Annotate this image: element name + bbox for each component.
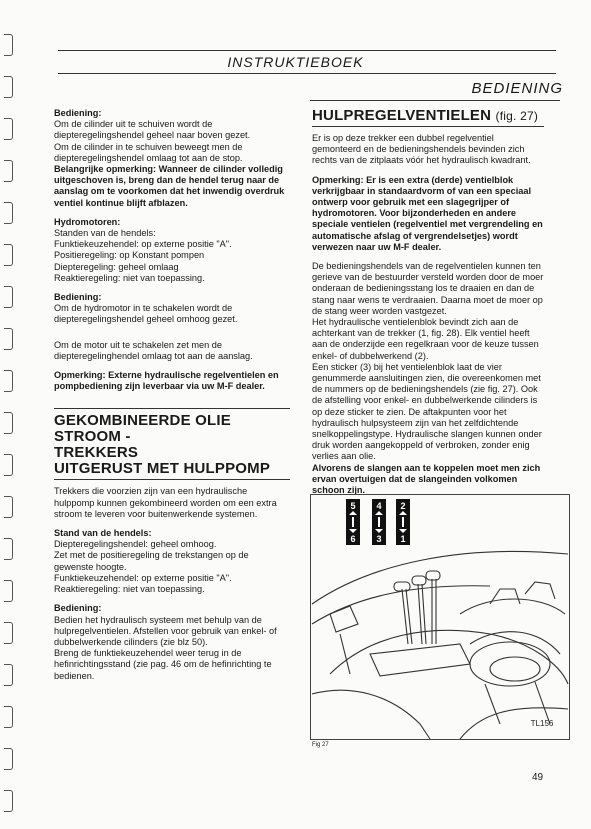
section-title: TREKKERS [54, 444, 139, 462]
header-top-rule [58, 50, 556, 51]
header-mid-rule [58, 73, 556, 74]
figure-ref: (fig. 27) [495, 109, 539, 123]
important-note: Belangrijke opmerking: Wanneer de cilinder volledig uitgeschoven is, breng dan de hendel terug naar de aanslag om te voorkomen dat het inwendig overdruk ventiel kontinue blijft afblazen. [54, 164, 285, 208]
note: Opmerking: Er is een extra (derde) ventielblok verkrijgbaar in standaardvorm of van een speciaal ontwerp voor gebruik met een slagegrijper of hydromotoren. Voor bijzonderheden en andere speciale ventielen (regelventiel met vergrendeling en automatische afslag of vergrendelsetjes) wordt verwezen naar uw M-F dealer. [312, 174, 543, 252]
paragraph: Bedien het hydraulisch systeem met behulp van de hulpregelventielen. Afstellen voor gebruik van enkel- of dubbelwerkende cilinders (zie blz 50). [54, 614, 277, 647]
list-item: Positieregeling: op Konstant pompen [54, 250, 205, 261]
lever-illustration [310, 494, 570, 740]
lever-decal [396, 499, 410, 545]
section-title [312, 108, 544, 124]
binding-ring [4, 412, 13, 434]
subheading: Hydromotoren: [54, 216, 121, 227]
paragraph: Breng de funktiekeuzehendel weer terug in de hefinrichtingsstand (zie pag. 46 om de hefinrichting te bedienen. [54, 648, 272, 681]
binding-ring [4, 34, 13, 56]
list-item: Diepteregelingshendel: geheel omhoog. [54, 539, 217, 550]
subheading: Bediening: [54, 108, 102, 118]
binding-ring [4, 118, 13, 140]
svg-text:2: 2 [400, 501, 406, 511]
list-item: Standen van de hendels: [54, 228, 156, 239]
tractor-line-art [312, 551, 568, 739]
binding-ring [4, 244, 13, 266]
binding-ring [4, 370, 13, 392]
figure-caption: Fig 27 [312, 742, 329, 748]
svg-text:1: 1 [400, 534, 406, 544]
paragraph: Om de cilinder in te schuiven beweegt men de diepteregelingshendel omlaag tot aan de stop. [54, 141, 243, 163]
svg-text:3: 3 [376, 534, 382, 544]
lever-decal [346, 499, 360, 545]
figure-code: TL156 [530, 719, 554, 728]
binding-ring [4, 706, 13, 728]
paragraph: Trekkers die voorzien zijn van een hydraulische hulppomp kunnen gekombineerd worden om een extra stroom te leveren voor buitenwerkende systemen. [54, 486, 277, 519]
subheading: Stand van de hendels: [54, 528, 152, 539]
subheading: Bediening: [54, 603, 102, 614]
binding-ring [4, 454, 13, 476]
list-item: Reaktieregeling: niet van toepassing. [54, 272, 205, 283]
paragraph: Om de motor uit te schakelen zet men de diepteregelinghendel omlaag tot aan de aanslag. [54, 339, 253, 361]
binding-ring [4, 496, 13, 518]
paragraph: Er is op deze trekker een dubbel regelventiel gemonteerd en de bedieningshendels bevinden zich rechts van de zitplaats vóór het hydraulisch kwadrant. [312, 133, 531, 166]
subheading: Bediening: [54, 292, 102, 303]
binding-ring [4, 622, 13, 644]
svg-text:5: 5 [350, 501, 356, 511]
binding-ring [4, 160, 13, 182]
binding-ring [4, 328, 13, 350]
svg-text:6: 6 [350, 534, 356, 544]
binding-ring [4, 580, 13, 602]
binding-ring [4, 790, 13, 812]
section-name: BEDIENING [471, 80, 563, 97]
paragraph: Om de cilinder uit te schuiven wordt de diepteregelingshendel geheel naar boven gezet. [54, 119, 251, 141]
paragraph: Een sticker (3) bij het ventielenblok laat de vier genummerde aansluitingen zien, die overeenkomen met de nummers op de bedieningshendels (zie fig. 27). Ook de afstelling voor enkel- en dubbelwerkende cilinders is op deze sticker te zien. De aftakpunten voor het hydraulisch hulpsysteem zijn van het zelfdichtende snelkoppelingstype. Hydraulische slangen kunnen onder druk worden aangekoppeld of verbroken, zonder enig verlies aan olie. [312, 361, 542, 462]
paragraph: De bedieningshendels van de regelventielen kunnen ten gerieve van de bestuurder versteld worden door de moer onderaan de bedieningsstang los te draaien en dan de stang naar wens te verdraaien. Daarna moet de moer op de stang weer worden vastgezet. [312, 261, 544, 316]
section-title-text: HULPREGELVENTIELEN [312, 107, 492, 124]
lever-decal [372, 499, 386, 545]
binding-ring [4, 202, 13, 224]
binding-ring [4, 538, 13, 560]
list-item: Reaktieregeling: niet van toepassing. [54, 584, 205, 595]
section-title: UITGERUST MET HULPPOMP [54, 460, 271, 478]
paragraph: Het hydraulische ventielenblok bevindt zich aan de achterkant van de trekker (1, fig. 28). Elk ventiel heeft aan de onderzijde een regelkraan voor de keuze tussen enkel- of dubbelwerkend (2). [312, 317, 539, 361]
list-item: Diepteregeling: geheel omlaag [54, 261, 179, 272]
page-number: 49 [532, 772, 544, 783]
section-rule [54, 408, 290, 409]
manual-title: INSTRUKTIEBOEK [227, 54, 364, 70]
svg-text:4: 4 [376, 501, 382, 511]
left-column [54, 108, 290, 682]
binding-ring [4, 76, 13, 98]
figure-27 [310, 494, 570, 740]
right-column [312, 108, 544, 496]
list-item: Funktiekeuzehendel: op externe positie "A". [54, 239, 232, 250]
list-item: Funktiekeuzehendel: op externe positie "A". [54, 572, 232, 583]
binding-ring [4, 286, 13, 308]
header-section-rule [310, 100, 560, 101]
section-title: GEKOMBINEERDE OLIE STROOM - [54, 412, 231, 446]
binding-ring [4, 664, 13, 686]
binding-ring [4, 748, 13, 770]
warning: Alvorens de slangen aan te koppelen moet men zich ervan overtuigen dat de slangeinden volkomen schoon zijn. [312, 462, 541, 496]
list-item: Zet met de positieregeling de trekstangen op de gewenste hoogte. [54, 550, 249, 572]
note: Opmerking: Externe hydraulische regelventielen en pompbediening zijn leverbaar via uw M-F dealer. [54, 370, 279, 392]
section-rule [54, 479, 290, 480]
paragraph: Om de hydromotor in te schakelen wordt de diepteregelingshendel geheel omhoog gezet. [54, 303, 238, 325]
section-rule [312, 126, 544, 127]
